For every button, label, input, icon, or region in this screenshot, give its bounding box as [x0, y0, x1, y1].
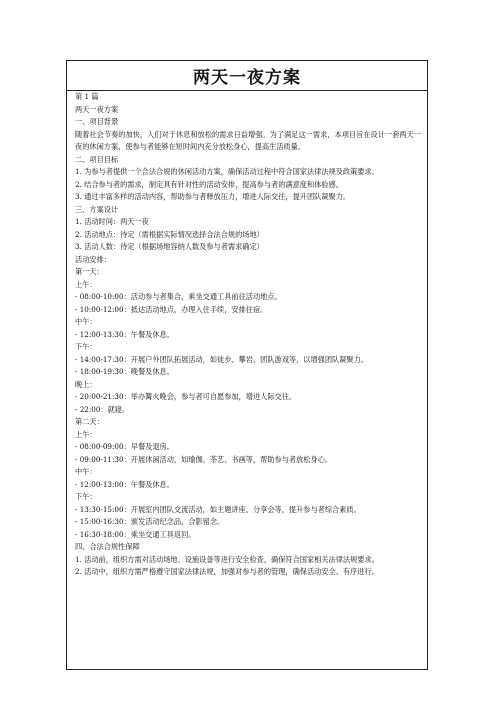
- section-heading-background: 一、项目背景: [75, 117, 119, 126]
- section-heading-goals: 二、项目目标: [75, 154, 119, 164]
- schedule-entry: - 08:00-10:00：活动参与者集合，乘坐交通工具前往活动地点。: [75, 292, 282, 301]
- article-number: 第 1 篇: [75, 92, 99, 101]
- compliance-item: 1. 活动前，组织方需对活动场地、设施设备等进行安全检查，确保符合国家相关法律法规要求。: [75, 554, 379, 564]
- schedule-entry: - 15:00-16:30：颁发活动纪念品，合影留念。: [75, 517, 225, 526]
- background-paragraph: 随着社会节奏的加快，人们对于休息和放松的需求日益增强。为了满足这一需求，本项目旨在设计一套两天一夜的休闲方案，使参与者能够在短时间内充分放松身心，提高生活质量。: [75, 129, 421, 151]
- design-item: 3. 活动人数：待定（根据场地容纳人数及参与者需求确定）: [75, 242, 264, 251]
- compliance-item: 2. 活动中，组织方需严格遵守国家法律法规，加强对参与者的管理，确保活动安全、有序进行。: [75, 567, 379, 576]
- document-frame: [66, 60, 428, 670]
- day1-label: 第一天：: [75, 267, 104, 276]
- document-subtitle: 两天一夜方案: [75, 104, 119, 114]
- document-body: [67, 91, 427, 579]
- period-label: 下午：: [75, 342, 97, 351]
- period-label: 中午：: [75, 467, 97, 476]
- design-item: 1. 活动时间：两天一夜: [75, 217, 149, 226]
- schedule-entry: - 10:00-12:00：抵达活动地点，办理入住手续，安排住宿。: [75, 304, 268, 314]
- schedule-entry: - 13:30-15:00：开展室内团队交流活动，如主题讲座、分享会等，提升参与者综合素质。: [75, 504, 361, 514]
- title-row: [67, 61, 427, 91]
- period-label: 上午：: [75, 279, 97, 289]
- schedule-entry: - 12:00-13:00：午餐及休息。: [75, 479, 174, 489]
- schedule-entry: - 22:00：就寝。: [75, 404, 130, 414]
- section-heading-design: 三、方案设计: [75, 204, 119, 214]
- goal-item: 2. 结合参与者的需求，制定具有针对性的活动安排，提高参与者的满意度和体验感。: [75, 179, 343, 189]
- period-label: 晚上：: [75, 379, 97, 389]
- section-heading-compliance: 四、合法合规性保障: [75, 542, 140, 551]
- period-label: 上午：: [75, 429, 97, 439]
- design-item: 2. 活动地点：待定（需根据实际情况选择合法合规的场地）: [75, 229, 264, 239]
- period-label: 下午：: [75, 492, 97, 501]
- document-title: 两天一夜方案: [193, 68, 301, 88]
- period-label: 中午：: [75, 317, 97, 326]
- goal-item: 1. 为参与者提供一个合法合规的休闲活动方案，确保活动过程中符合国家法律法规及政策要求。: [75, 167, 379, 176]
- day2-label: 第二天：: [75, 417, 104, 426]
- schedule-entry: - 16:30-18:00：乘坐交通工具返回。: [75, 529, 196, 539]
- schedule-entry: - 18:00-19:30：晚餐及休息。: [75, 367, 174, 376]
- schedule-label: 活动安排：: [75, 254, 111, 264]
- schedule-entry: - 20:00-21:30：举办篝火晚会，参与者可自愿参加，增进人际交往。: [75, 392, 297, 401]
- goal-item: 3. 通过丰富多样的活动内容，帮助参与者释放压力，增进人际交往，提升团队凝聚力。: [75, 192, 351, 201]
- schedule-entry: - 09:00-11:30：开展休闲活动，如瑜伽、茶艺、书画等，帮助参与者放松身心。: [75, 454, 333, 464]
- schedule-entry: - 14:00-17:30：开展户外团队拓展活动，如徒步、攀岩、团队游戏等，以增强团队凝聚力。: [75, 354, 368, 364]
- schedule-entry: - 12:00-13:30：午餐及休息。: [75, 329, 174, 339]
- schedule-entry: - 08:00-09:00：早餐及退房。: [75, 442, 174, 451]
